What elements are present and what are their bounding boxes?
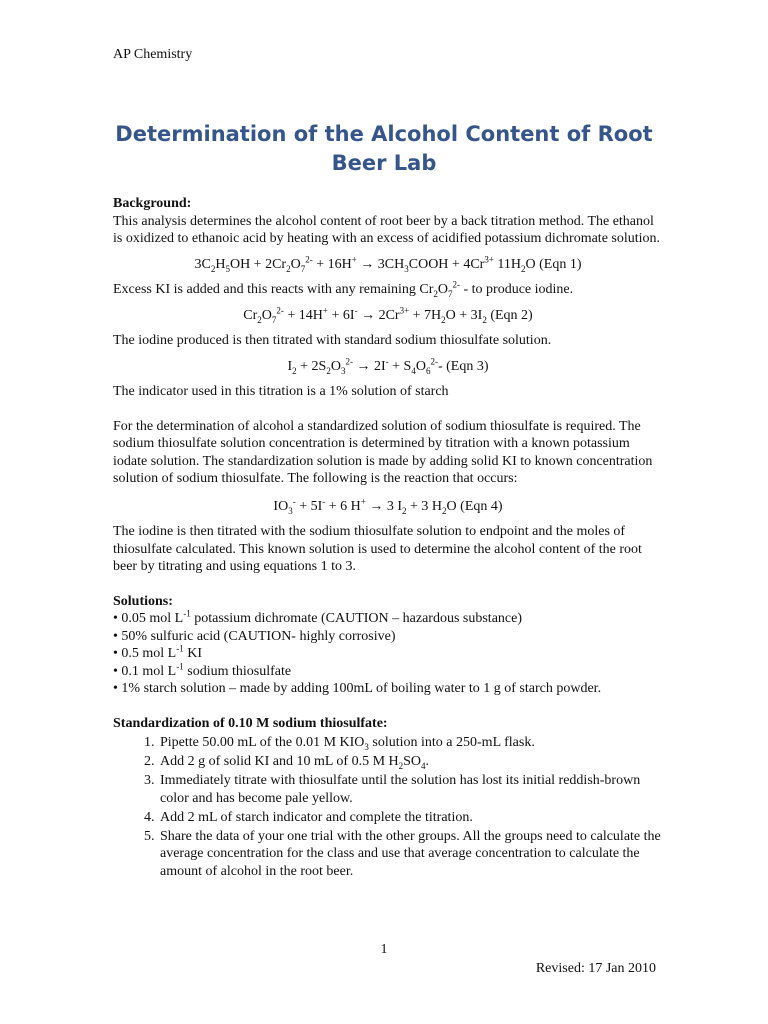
solutions-list — [113, 610, 663, 698]
list-item: 5. Share the data of your one trial with the other groups. All the groups need to calculate the average concentration for the class and use that average concentration to calculate the amount of alcohol in the root beer. — [158, 828, 663, 881]
equation-1: $3C_2H_5OH + 2Cr_2O_7^{2-} + 16H^+$ → $3CH_3COOH + 4Cr^{3+}$ $11H_2O$ (Eqn 1) — [194, 253, 582, 274]
equation-2-label: (Eqn 2) — [490, 307, 533, 323]
thiosulfate-text: The iodine is then titrated with the sodium thiosulfate solution to endpoint and the moles of thiosulfate calculated. This known solution is used to determine the alcohol content of the root beer by titrating and using equations 1 to 3. — [113, 524, 642, 574]
list-item: • 0.5 mol $L^{-1}$ KI — [113, 645, 663, 663]
list-item: 2. Add 2 g of solid KI and 10 mL of 0.5 M $H_2SO_4$. — [158, 753, 663, 771]
excess-ki-text: Excess KI is added and this reacts with any remaining $Cr_2O_7^{2-}$ - to produce iodine. — [113, 279, 574, 299]
list-item: 3. Immediately titrate with thiosulfate until the solution has lost its initial reddish-brown color and has become pale yellow. — [158, 772, 663, 807]
equation-4-label: (Eqn 4) — [460, 498, 503, 514]
background-intro: This analysis determines the alcohol content of root beer by a back titration method. The ethanol is oxidized to ethanoic acid by heating with an excess of acidified potassium dichromate solution. — [113, 213, 661, 246]
solutions-heading: Solutions: — [113, 593, 173, 609]
procedure-list — [113, 734, 663, 880]
standardization-heading: Standardization of 0.10 M sodium thiosulfate: — [113, 715, 388, 731]
equation-1-label: (Eqn 1) — [539, 256, 582, 272]
background-heading: Background: — [113, 196, 192, 211]
iodine-titration-text: The iodine produced is then titrated with standard sodium thiosulfate solution. — [113, 333, 552, 348]
list-item: 4. Add 2 mL of starch indicator and complete the titration. — [158, 809, 663, 827]
document-body — [113, 195, 663, 882]
standardization-intro: For the determination of alcohol a standardized solution of sodium thiosulfate is required. The sodium thiosulfate solution concentration is determined by titration with a known potassium iodate solution. The standardization solution is made by adding solid KI to known concentration solution of sodium thiosulfate. The following is the reaction that occurs: — [113, 418, 653, 486]
list-item: • 1% starch solution – made by adding 100mL of boiling water to 1 g of starch powder. — [113, 680, 663, 698]
list-item: 1. Pipette 50.00 mL of the 0.01 M $KIO_3$ solution into a 250-mL flask. — [158, 734, 663, 752]
solutions-section — [113, 593, 663, 698]
indicator-text: The indicator used in this titration is a 1% solution of starch — [113, 384, 449, 399]
equation-3: $I_2 + 2S_2O_3^{2-} \to 2I^- + S_4O_6^{2-}-$ (Eqn 3) — [287, 355, 489, 376]
page-number: 1 — [380, 942, 388, 957]
background-section — [113, 195, 663, 576]
page-title: Determination of the Alcohol Content of Root Beer Lab — [115, 122, 653, 175]
list-item: • 0.05 mol $L^{-1}$ potassium dichromate (CAUTION – hazardous substance) — [113, 610, 663, 628]
equation-2: $Cr_2O_7^{2-} + 14H^+ + 6I^- \to 2Cr^{3+} + 7H_2O + 3I_2$ (Eqn 2) — [243, 304, 533, 325]
standardization-section — [113, 715, 663, 881]
equation-4: $IO_3^- + 5I^- + 6$ H+ → 3 $I_2 + 3$ $H_2O$ (Eqn 4) — [273, 495, 503, 516]
list-item: • 0.1 mol $L^{-1}$ sodium thiosulfate — [113, 663, 663, 681]
list-item: • 50% sulfuric acid (CAUTION- highly corrosive) — [113, 628, 663, 646]
equation-3-label: (Eqn 3) — [446, 358, 489, 374]
revised-date: Revised: 17 Jan 2010 — [535, 961, 656, 976]
course-name: AP Chemistry — [113, 47, 193, 62]
